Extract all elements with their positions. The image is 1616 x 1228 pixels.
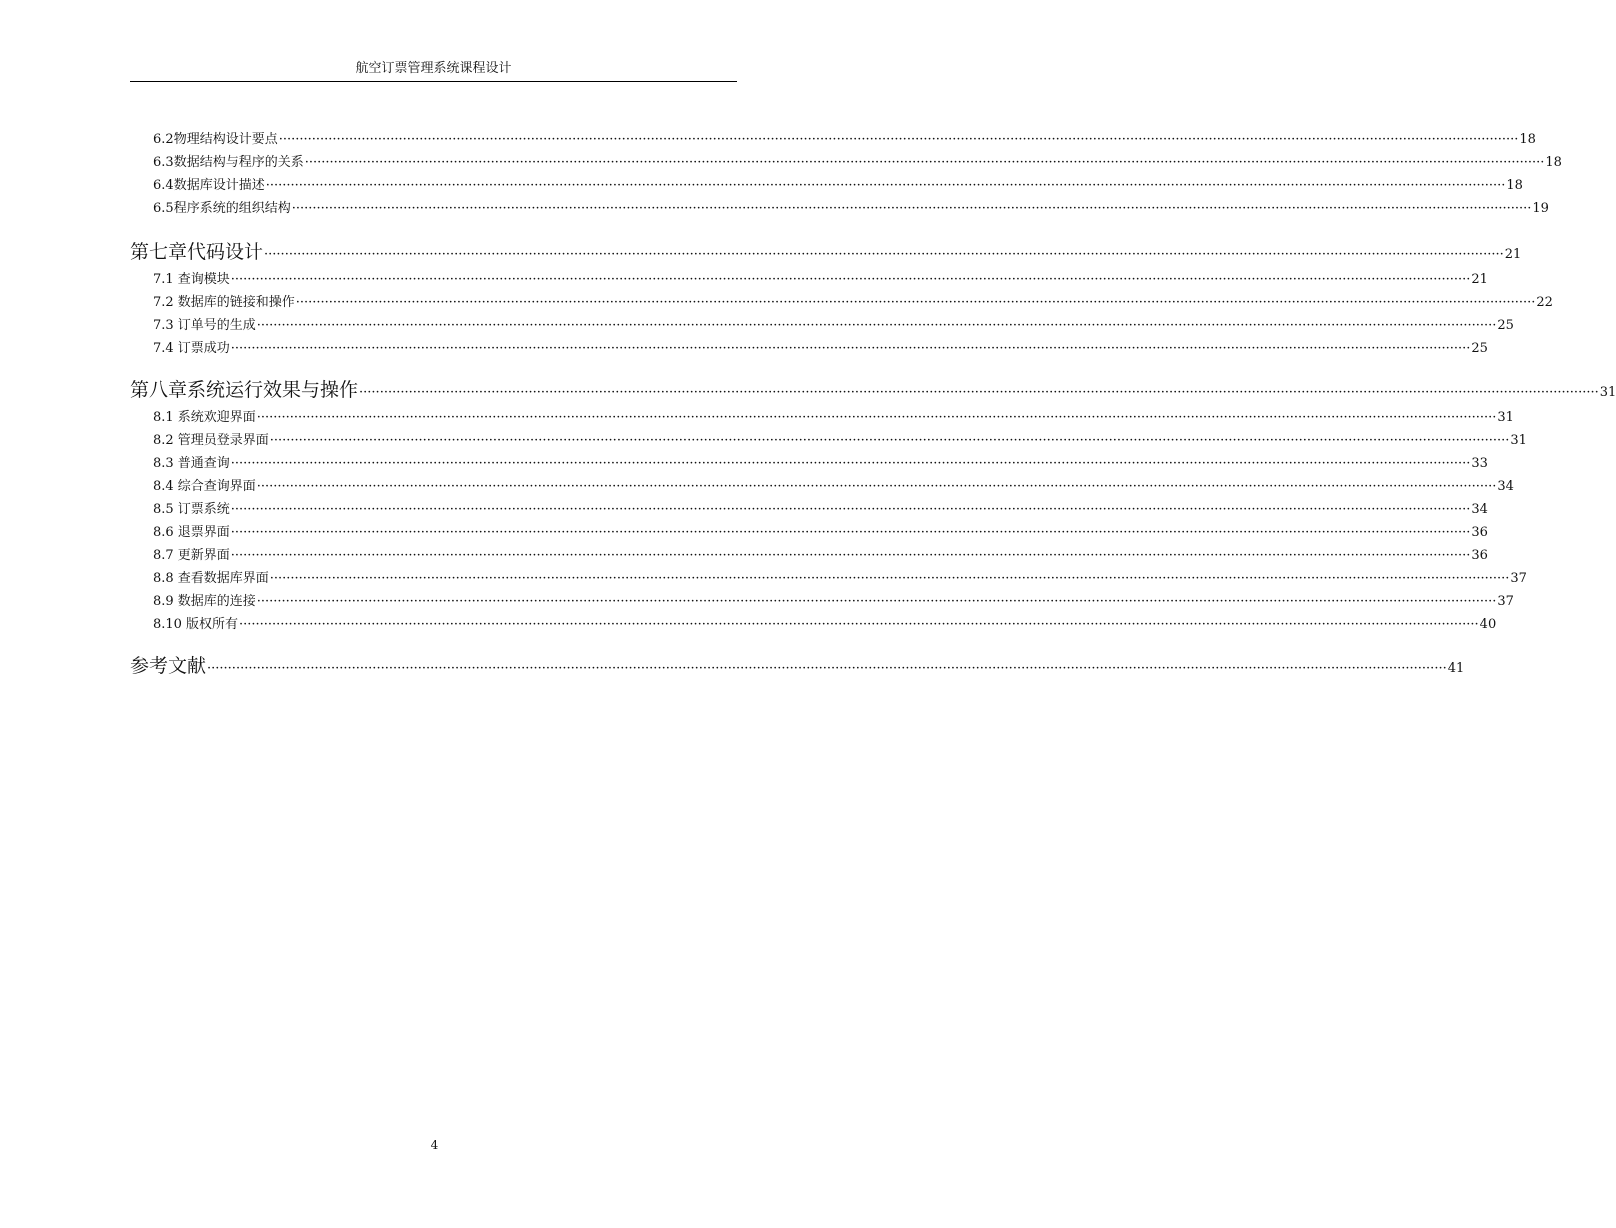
toc-entry-page: 21 [1504, 247, 1522, 262]
toc-entry-label: 订票系统 [177, 502, 230, 517]
toc-entry-page: 34 [1497, 479, 1514, 494]
toc-entry-7-4[interactable] [130, 337, 1488, 360]
toc-leader-dots: ············································································································································································································································································································ [256, 479, 1497, 494]
toc-entry-label: 订票成功 [177, 341, 230, 356]
table-of-contents [130, 128, 1616, 682]
toc-entry-page: 37 [1510, 571, 1527, 586]
page-number: 4 [430, 1138, 439, 1152]
toc-entry-number: 8.5 [153, 502, 174, 517]
toc-entry-label: 数据结构与程序的关系 [173, 155, 304, 170]
toc-leader-dots: ············································································································································································································································································································ [359, 385, 1599, 400]
toc-entry-label: 综合查询界面 [177, 479, 256, 494]
toc-leader-dots: ············································································································································································································································································································ [256, 410, 1497, 425]
toc-entry-number: 6.5 [153, 201, 174, 216]
toc-leader-dots: ············································································································································································································································································································ [291, 201, 1532, 216]
toc-entry-8-6[interactable] [130, 521, 1488, 544]
toc-entry-label: 退票界面 [177, 525, 230, 540]
toc-entry-label: 系统欢迎界面 [177, 410, 256, 425]
toc-chapter-7[interactable] [130, 236, 1522, 268]
toc-entry-page: 31 [1599, 385, 1616, 400]
toc-leader-dots: ············································································································································································································································································································ [304, 155, 1545, 170]
toc-entry-page: 37 [1497, 594, 1514, 609]
toc-leader-dots: ············································································································································································································································································································ [230, 341, 1471, 356]
toc-leader-dots: ············································································································································································································································································································ [264, 247, 1504, 262]
toc-entry-label: 普通查询 [177, 456, 230, 471]
toc-entry-7-2[interactable] [130, 291, 1553, 314]
toc-leader-dots: ············································································································································································································································································································ [230, 502, 1471, 517]
toc-entry-page: 31 [1497, 410, 1514, 425]
toc-leader-dots: ············································································································································································································································································································ [278, 132, 1519, 147]
toc-entry-number: 8.6 [153, 525, 174, 540]
toc-entry-number: 7.1 [153, 272, 174, 287]
toc-entry-number: 8.7 [153, 548, 174, 563]
toc-entry-number: 8.4 [153, 479, 174, 494]
chapter-number: 第八章 [130, 379, 188, 401]
toc-entry-number: 7.2 [153, 295, 174, 310]
toc-entry-page: 25 [1497, 318, 1514, 333]
toc-entry-page: 18 [1545, 155, 1562, 170]
toc-leader-dots: ············································································································································································································································································································ [230, 525, 1471, 540]
toc-entry-page: 40 [1479, 617, 1497, 632]
toc-entry-label: 查询模块 [177, 272, 230, 287]
running-header: 航空订票管理系统课程设计 [355, 61, 512, 76]
toc-entry-label: 更新界面 [177, 548, 230, 563]
toc-entry-8-5[interactable] [130, 498, 1488, 521]
toc-entry-page: 36 [1471, 548, 1488, 563]
toc-entry-label: 数据库设计描述 [173, 178, 265, 193]
toc-entry-number: 6.2 [153, 132, 174, 147]
toc-entry-7-3[interactable] [130, 314, 1514, 337]
toc-entry-8-9[interactable] [130, 590, 1514, 613]
toc-entry-8-10[interactable] [130, 613, 1497, 636]
toc-entry-page: 18 [1506, 178, 1523, 193]
toc-entry-label: 订单号的生成 [177, 318, 256, 333]
toc-entry-label: 版权所有 [185, 617, 238, 632]
toc-entry-6-4[interactable] [130, 174, 1523, 197]
toc-leader-dots: ············································································································································································································································································································ [230, 272, 1471, 287]
toc-entry-label: 程序系统的组织结构 [173, 201, 291, 216]
toc-leader-dots: ············································································································································································································································································································ [230, 548, 1471, 563]
toc-entry-number: 6.4 [153, 178, 174, 193]
chapter-number: 第七章 [130, 241, 188, 263]
toc-entry-label: 数据库的链接和操作 [177, 295, 295, 310]
toc-entry-label: 管理员登录界面 [177, 433, 269, 448]
toc-entry-8-7[interactable] [130, 544, 1488, 567]
toc-entry-label: 数据库的连接 [177, 594, 256, 609]
toc-entry-8-1[interactable] [130, 406, 1514, 429]
toc-leader-dots: ············································································································································································································································································································ [207, 661, 1447, 676]
toc-entry-number: 6.3 [153, 155, 174, 170]
toc-entry-number: 8.8 [153, 571, 174, 586]
toc-entry-number: 7.4 [153, 341, 174, 356]
toc-chapter-8[interactable] [130, 374, 1616, 406]
toc-entry-page: 21 [1471, 272, 1488, 287]
toc-entry-6-2[interactable] [130, 128, 1536, 151]
toc-leader-dots: ············································································································································································································································································································ [295, 295, 1536, 310]
toc-entry-page: 33 [1471, 456, 1488, 471]
toc-entry-number: 8.3 [153, 456, 174, 471]
toc-leader-dots: ············································································································································································································································································································ [238, 617, 1479, 632]
toc-entry-page: 41 [1447, 661, 1465, 676]
toc-entry-number: 7.3 [153, 318, 174, 333]
toc-entry-6-5[interactable] [130, 197, 1549, 220]
toc-entry-label: 查看数据库界面 [177, 571, 269, 586]
toc-leader-dots: ············································································································································································································································································································ [256, 594, 1497, 609]
toc-entry-page: 22 [1536, 295, 1553, 310]
toc-entry-label: 物理结构设计要点 [173, 132, 278, 147]
toc-entry-8-8[interactable] [130, 567, 1527, 590]
toc-entry-8-4[interactable] [130, 475, 1514, 498]
toc-entry-page: 18 [1519, 132, 1536, 147]
toc-entry-6-3[interactable] [130, 151, 1562, 174]
toc-entry-7-1[interactable] [130, 268, 1488, 291]
toc-entry-number: 8.1 [153, 410, 174, 425]
toc-leader-dots: ············································································································································································································································································································ [230, 456, 1471, 471]
toc-entry-8-3[interactable] [130, 452, 1488, 475]
chapter-title: 系统运行效果与操作 [187, 379, 359, 401]
toc-entry-number: 8.9 [153, 594, 174, 609]
toc-entry-page: 25 [1471, 341, 1488, 356]
toc-leader-dots: ············································································································································································································································································································ [269, 571, 1510, 586]
toc-leader-dots: ············································································································································································································································································································ [269, 433, 1510, 448]
toc-leader-dots: ············································································································································································································································································································ [256, 318, 1497, 333]
header-rule [130, 81, 737, 82]
toc-entry-8-2[interactable] [130, 429, 1527, 452]
chapter-title: 代码设计 [187, 241, 264, 263]
toc-leader-dots: ············································································································································································································································································································ [265, 178, 1506, 193]
toc-entry-number: 8.2 [153, 433, 174, 448]
toc-entry-page: 36 [1471, 525, 1488, 540]
toc-entry-page: 34 [1471, 502, 1488, 517]
chapter-title: 参考文献 [130, 655, 207, 677]
toc-references[interactable] [130, 650, 1465, 682]
toc-entry-page: 19 [1532, 201, 1549, 216]
toc-entry-page: 31 [1510, 433, 1527, 448]
toc-entry-number: 8.10 [153, 617, 182, 632]
